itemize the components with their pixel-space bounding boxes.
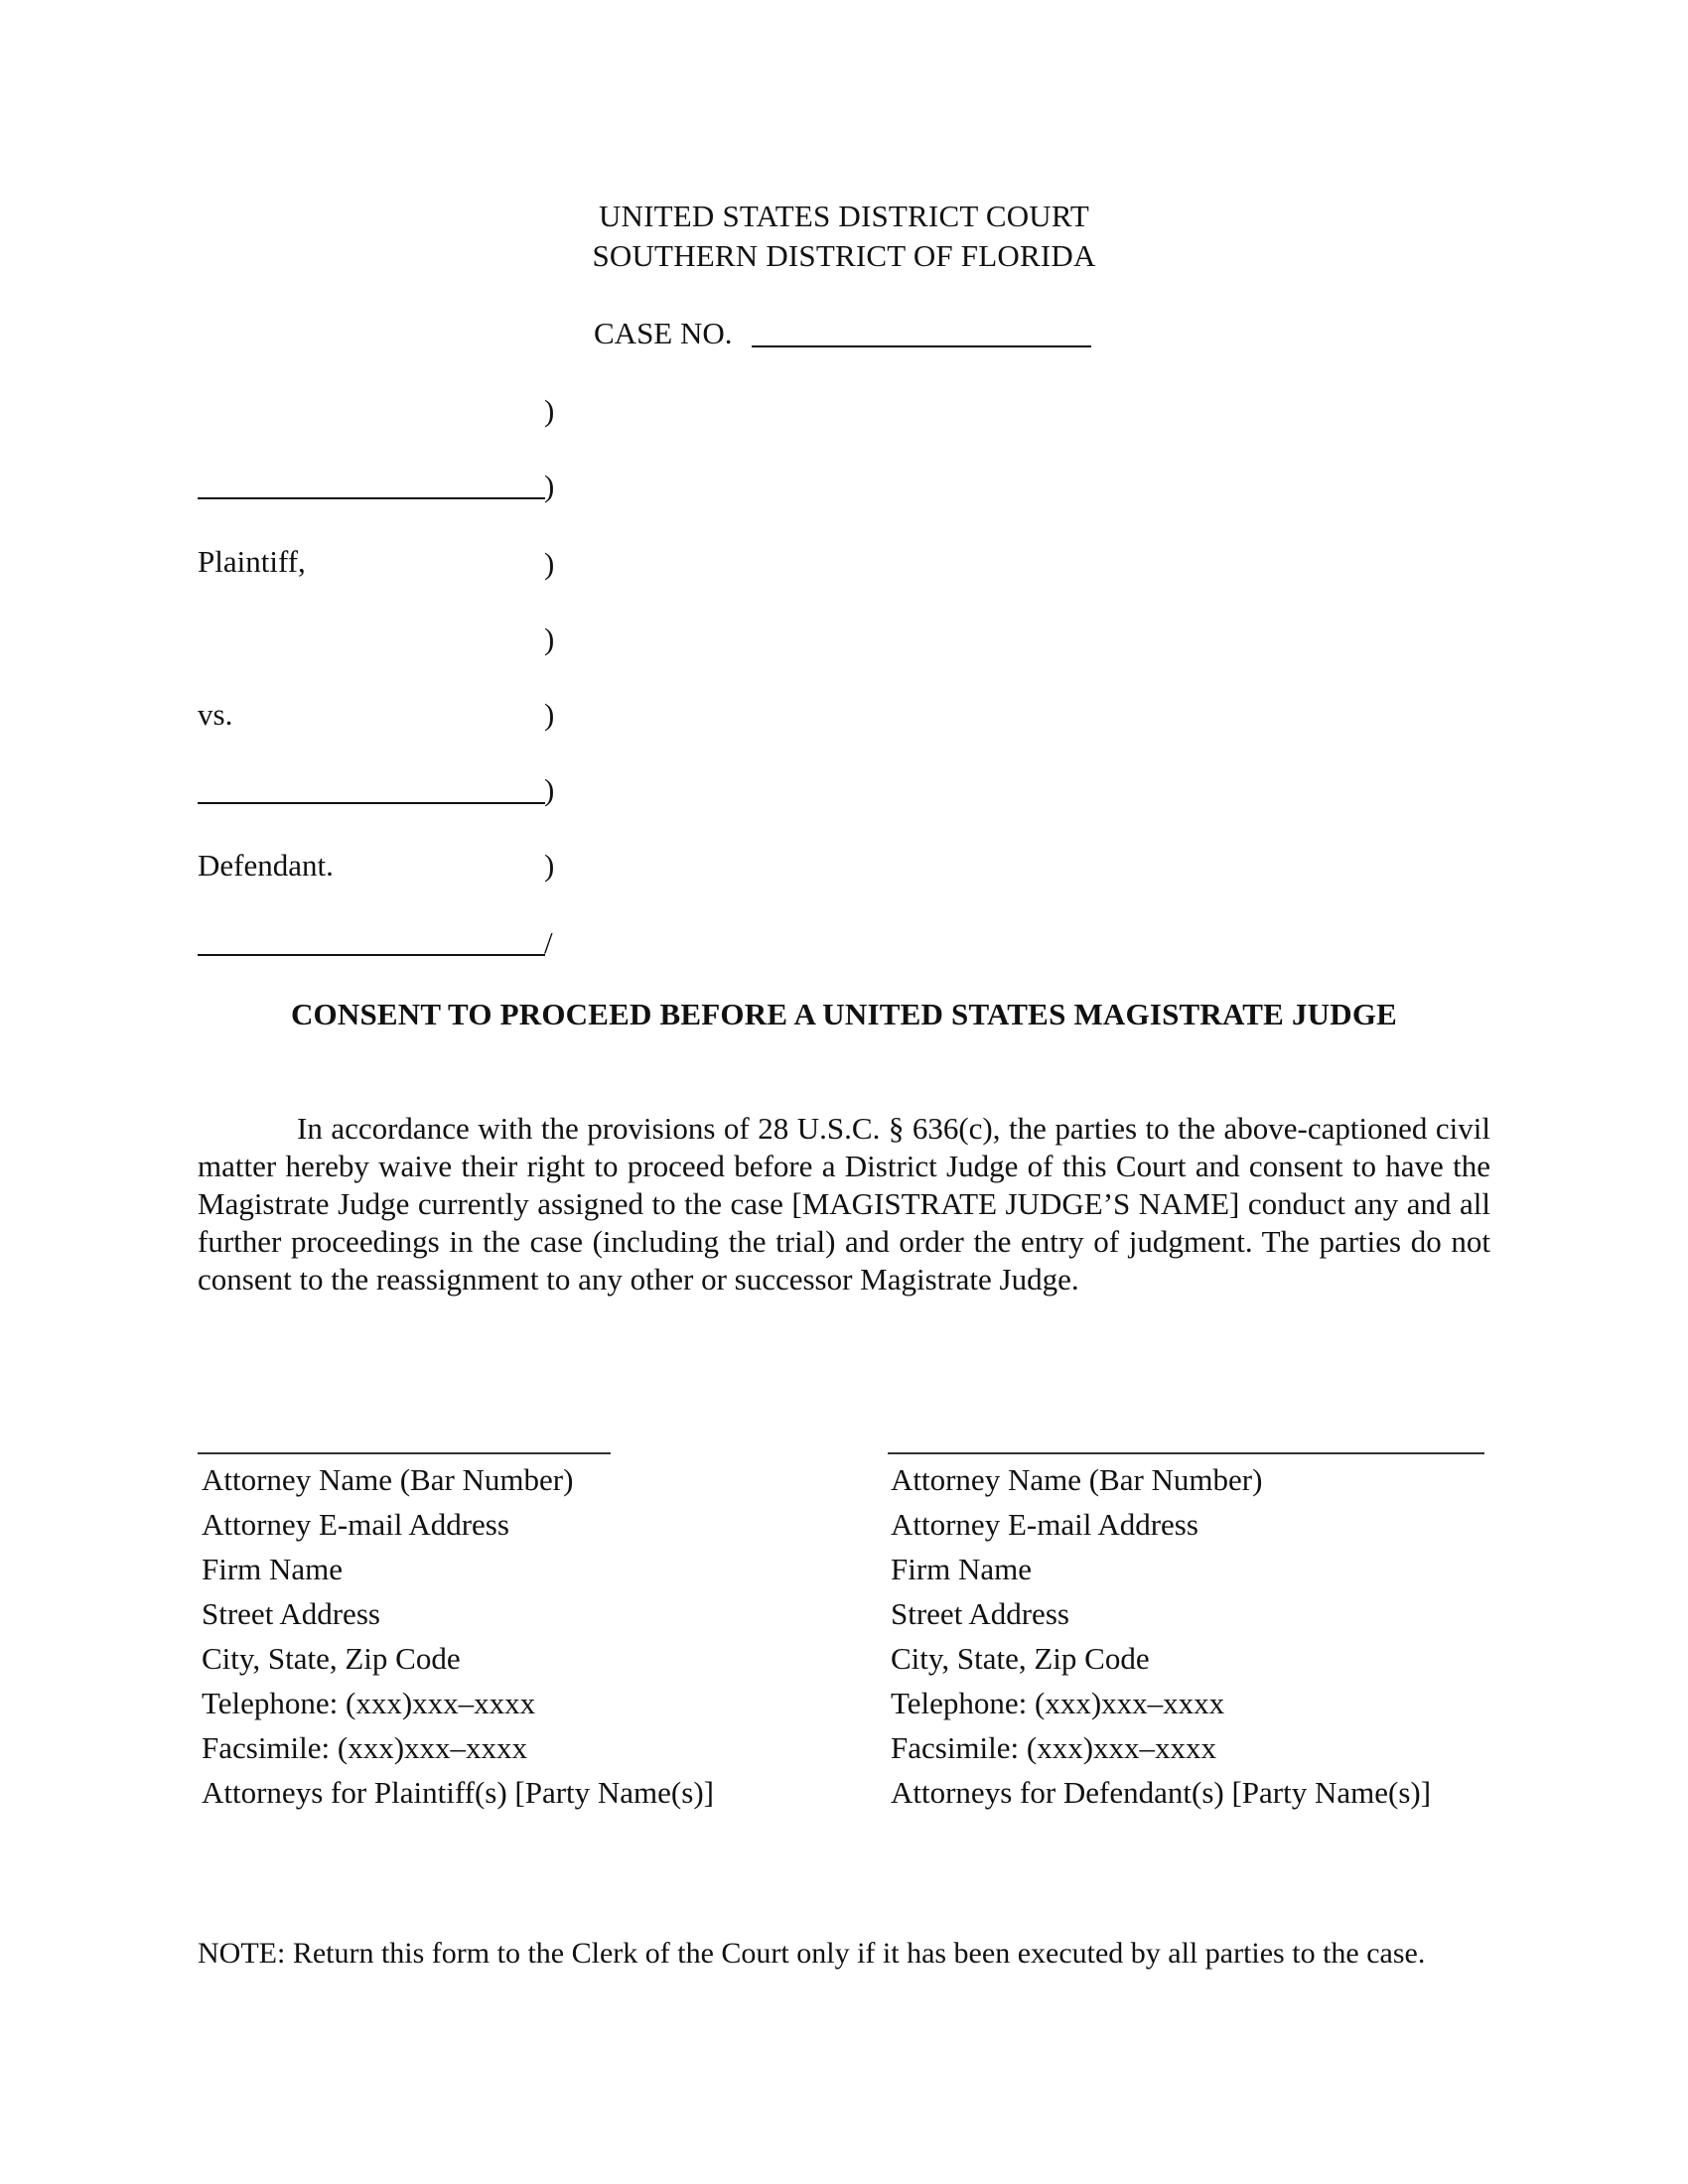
caption-paren: ): [544, 469, 555, 503]
plaintiff-attorney-email: Attorney E-mail Address: [202, 1507, 509, 1542]
defendant-name-field[interactable]: [198, 802, 545, 804]
document-title: CONSENT TO PROCEED BEFORE A UNITED STATES MAGISTRATE JUDGE: [290, 997, 1398, 1031]
caption-paren: ): [544, 546, 555, 581]
case-no-field[interactable]: [752, 345, 1091, 347]
plaintiff-signature-line[interactable]: [198, 1452, 611, 1454]
plaintiff-label: Plaintiff,: [198, 544, 306, 579]
defendant-telephone: Telephone: (xxx)xxx–xxxx: [891, 1686, 1225, 1720]
caption-slash: /: [544, 925, 553, 960]
caption-paren: ): [544, 848, 555, 883]
consent-paragraph: In accordance with the provisions of 28 U.S.C. § 636(c), the parties to the above-captioned civil matter hereby waive their right to proceed before a District Judge of this Court and consent to have the Magistrate Judge currently assigned to the case [MAGISTRATE JUDGE’S NAME] conduct any and all further proceedings in the case (including the trial) and order the entry of judgment. The parties do not consent to the reassignment to any other or successor Magistrate Judge.: [198, 1111, 1490, 1297]
defendant-facsimile: Facsimile: (xxx)xxx–xxxx: [891, 1730, 1217, 1765]
court-name: UNITED STATES DISTRICT COURT: [598, 199, 1090, 233]
plaintiff-attorneys-for: Attorneys for Plaintiff(s) [Party Name(s)]: [202, 1775, 714, 1810]
defendant-signature-block: [891, 1457, 1431, 1815]
defendant-signature-line[interactable]: [888, 1452, 1484, 1454]
plaintiff-firm-name: Firm Name: [202, 1552, 344, 1586]
plaintiff-telephone: Telephone: (xxx)xxx–xxxx: [202, 1686, 536, 1720]
plaintiff-city-state-zip: City, State, Zip Code: [202, 1641, 461, 1676]
return-note: NOTE: Return this form to the Clerk of the Court only if it has been executed by all parties to the case.: [198, 1937, 1426, 1970]
plaintiff-name-field[interactable]: [198, 497, 545, 499]
defendant-attorney-email: Attorney E-mail Address: [891, 1507, 1198, 1542]
plaintiff-signature-block: [202, 1457, 714, 1815]
district-name: SOUTHERN DISTRICT OF FLORIDA: [592, 238, 1096, 273]
caption-paren: ): [544, 772, 555, 807]
defendant-firm-name: Firm Name: [891, 1552, 1033, 1586]
defendant-attorneys-for: Attorneys for Defendant(s) [Party Name(s)]: [891, 1775, 1432, 1810]
plaintiff-facsimile: Facsimile: (xxx)xxx–xxxx: [202, 1730, 528, 1765]
defendant-label: Defendant.: [198, 848, 334, 883]
defendant-street-address: Street Address: [891, 1596, 1069, 1631]
case-no-label: CASE NO.: [594, 316, 733, 350]
caption-closing-line: [198, 954, 545, 956]
plaintiff-attorney-name: Attorney Name (Bar Number): [202, 1462, 574, 1497]
caption-paren: ): [544, 393, 555, 428]
plaintiff-street-address: Street Address: [202, 1596, 380, 1631]
defendant-attorney-name: Attorney Name (Bar Number): [891, 1462, 1263, 1497]
vs-label: vs.: [198, 697, 233, 732]
caption-paren: ): [544, 697, 555, 732]
caption-paren: ): [544, 621, 555, 656]
defendant-city-state-zip: City, State, Zip Code: [891, 1641, 1150, 1676]
